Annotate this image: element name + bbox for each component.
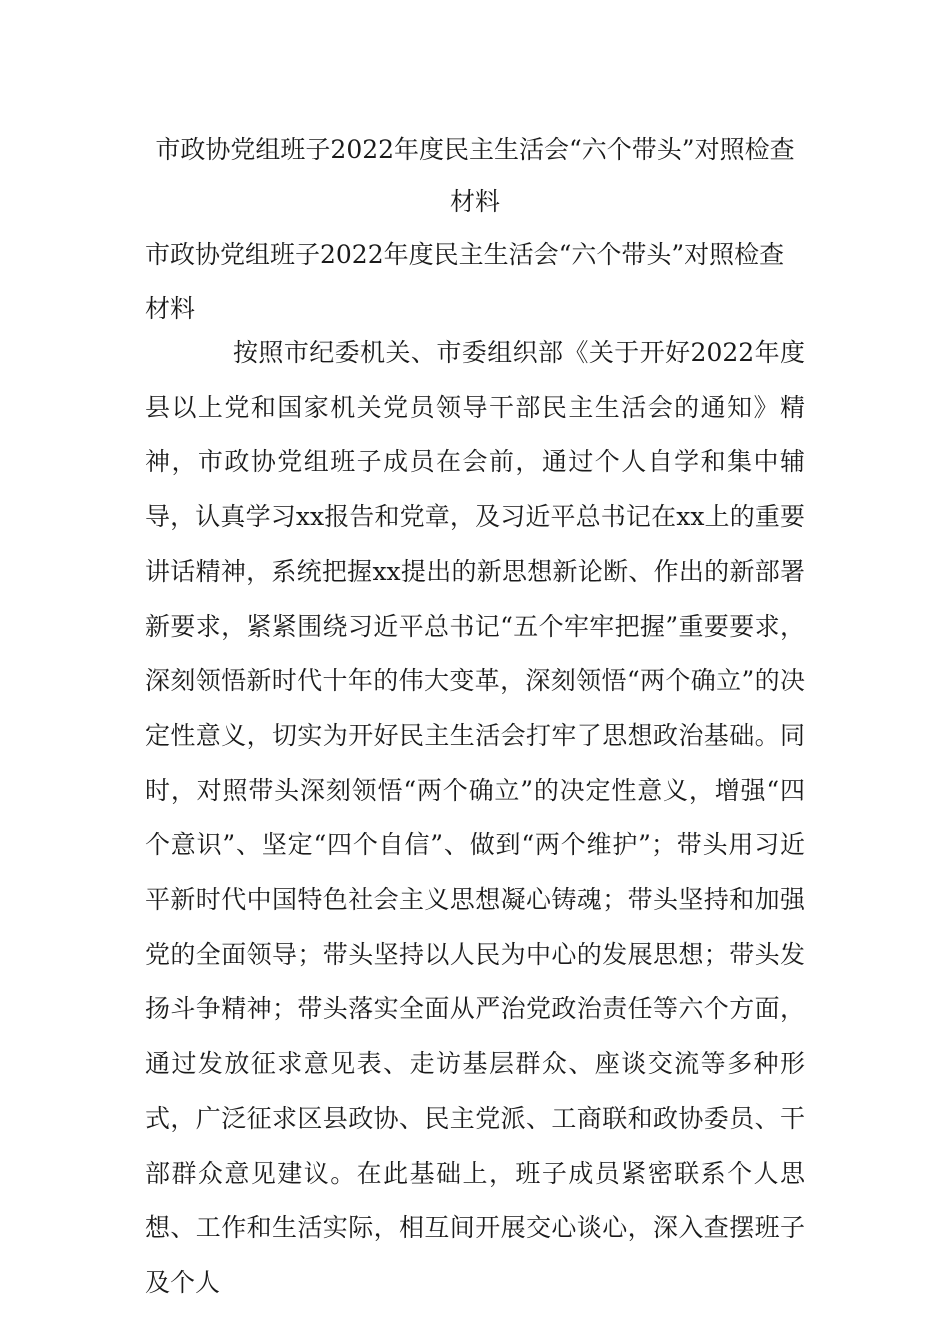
document-title: 市政协党组班子2022年度民主生活会“六个带头”对照检查材料 <box>155 135 795 216</box>
body-paragraph: 按照市纪委机关、市委组织部《关于开好2022年度县以上党和国家机关党员领导干部民主生活会的通知》精神，市政协党组班子成员在会前，通过个人自学和集中辅导，认真学习xx报告和党章，及习近平总书记在xx上的重要讲话精神，系统把握xx提出的新思想新论断、作出的新部署新要求，紧紧围绕习近平总书记“五个牢牢把握”重要要求，深刻领悟新时代十年的伟大变革，深刻领悟“两个确立”的决定性意义，切实为开好民主生活会打牢了思想政治基础。同时，对照带头深刻领悟“两个确立”的决定性意义，增强“四个意识”、坚定“四个自信”、做到“两个维护”；带头用习近平新时代中国特色社会主义思想凝心铸魂；带头坚持和加强党的全面领导；带头坚持以人民为中心的发展思想；带头发扬斗争精神；带头落实全面从严治党政治责任等六个方面，通过发放征求意见表、走访基层群众、座谈交流等多种形式，广泛征求区县政协、民主党派、工商联和政协委员、干部群众意见建议。在此基础上，班子成员紧密联系个人思想、工作和生活实际，相互间开展交心谈心，深入查摆班子及个人 <box>145 338 805 1297</box>
document-subtitle: 市政协党组班子2022年度民主生活会“六个带头”对照检查材料 <box>145 240 785 323</box>
